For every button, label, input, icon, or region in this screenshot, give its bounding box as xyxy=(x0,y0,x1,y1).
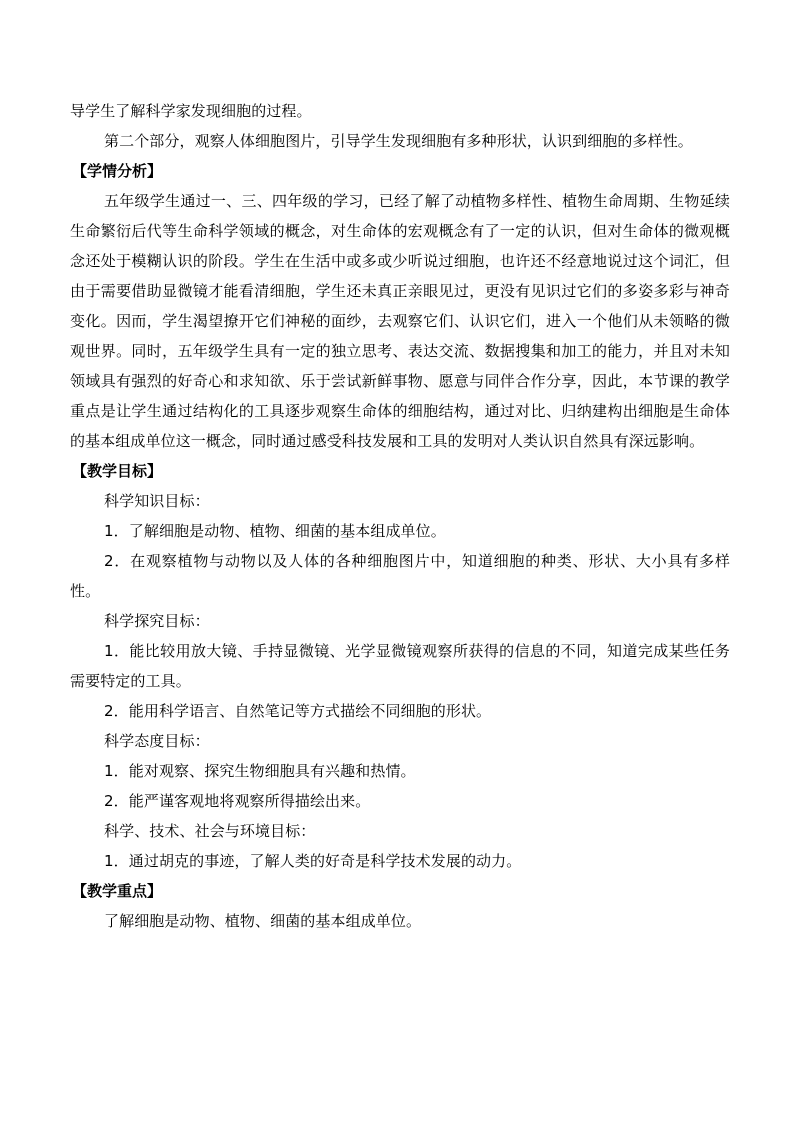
paragraph-student-analysis: 五年级学生通过一、三、四年级的学习，已经了解了动植物多样性、植物生命周期、生物延续生命繁衍后代等生命科学领域的概念，对生命体的宏观概念有了一定的认识，但对生命体的微观概念还处于模糊认识的阶段。学生在生活中或多或少听说过细胞，也许还不经意地说过这个词汇，但由于需要借助显微镜才能看清细胞，学生还未真正亲眼见过，更没有见识过它们的多姿多彩与神奇变化。因而，学生渴望撩开它们神秘的面纱，去观察它们、认识它们，进入一个他们从未领略的微观世界。同时，五年级学生具有一定的独立思考、表达交流、数据搜集和加工的能力，并且对未知领域具有强烈的好奇心和求知欲、乐于尝试新鲜事物、愿意与同伴合作分享，因此，本节课的教学重点是让学生通过结构化的工具逐步观察生命体的细胞结构，通过对比、归纳建构出细胞是生命体的基本组成单位这一概念，同时通过感受科技发展和工具的发明对人类认识自然具有深远影响。 xyxy=(70,192,730,450)
goal-knowledge-item-1: 1．了解细胞是动物、植物、细菌的基本组成单位。 xyxy=(104,522,446,540)
heading-student-analysis: 【学情分析】 xyxy=(72,162,163,180)
paragraph-intro-tail: 导学生了解科学家发现细胞的过程。 xyxy=(70,102,312,120)
paragraph-part-two: 第二个部分，观察人体细胞图片，引导学生发现细胞有多种形状，认识到细胞的多样性。 xyxy=(104,132,693,150)
goal-inquiry-item-2: 2．能用科学语言、自然笔记等方式描绘不同细胞的形状。 xyxy=(104,702,492,720)
goal-sts-item-1: 1．通过胡克的事迹，了解人类的好奇是科学技术发展的动力。 xyxy=(104,852,522,870)
goal-sts-title: 科学、技术、社会与环境目标： xyxy=(104,822,316,840)
paragraph-key-point: 了解细胞是动物、植物、细菌的基本组成单位。 xyxy=(104,912,422,930)
goal-inquiry-item-1: 1．能比较用放大镜、手持显微镜、光学显微镜观察所获得的信息的不同，知道完成某些任务需要特定的工具。 xyxy=(70,642,730,690)
goal-attitude-item-1: 1．能对观察、探究生物细胞具有兴趣和热情。 xyxy=(104,762,416,780)
heading-teaching-key-point: 【教学重点】 xyxy=(72,882,163,900)
goal-inquiry-title: 科学探究目标： xyxy=(104,612,210,630)
goal-attitude-title: 科学态度目标： xyxy=(104,732,210,750)
goal-knowledge-item-2: 2．在观察植物与动物以及人体的各种细胞图片中，知道细胞的种类、形状、大小具有多样性。 xyxy=(70,552,730,600)
document-page xyxy=(70,96,730,936)
heading-teaching-goals: 【教学目标】 xyxy=(72,462,163,480)
goal-knowledge-title: 科学知识目标： xyxy=(104,492,210,510)
goal-attitude-item-2: 2．能严谨客观地将观察所得描绘出来。 xyxy=(104,792,371,810)
